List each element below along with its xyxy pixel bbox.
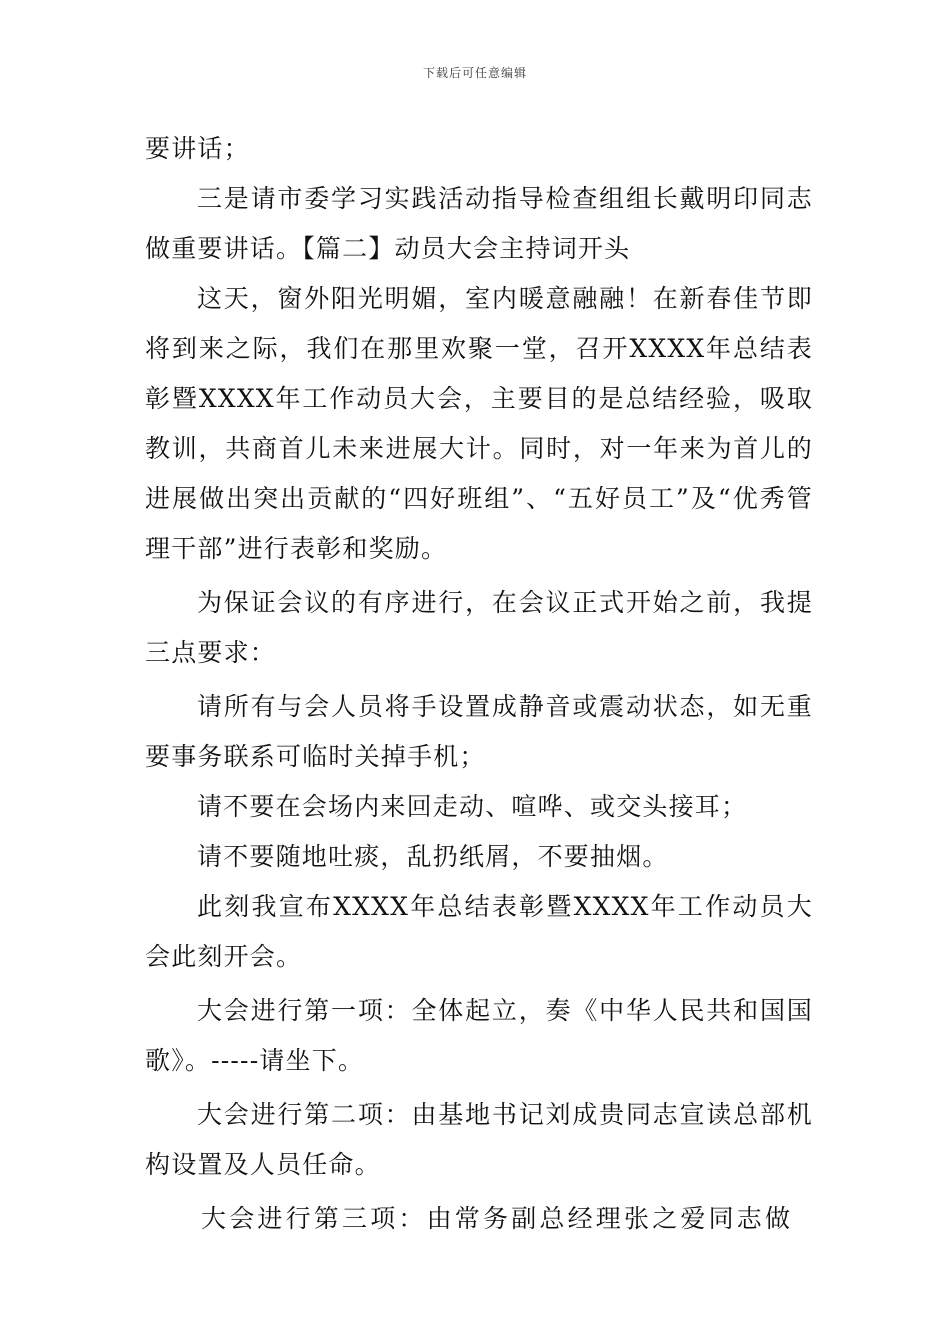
paragraph-1: 要讲话； [145, 134, 250, 163]
paragraph-6: 请不要在会场内来回走动、喧哗、或交头接耳； [197, 792, 748, 821]
paragraph-8: 此刻我宣布XXXX年总结表彰暨XXXX年工作动员大会此刻开会。 [145, 892, 813, 971]
paragraph-3: 这天，窗外阳光明媚，室内暖意融融！在新春佳节即将到来之际，我们在那里欢聚一堂，召开XXXX年总结表彰暨XXXX年工作动员大会，主要目的是总结经验，吸取教训，共商首儿未来进展大计。同时，对一年来为首儿的进展做出突出贡献的“四好班组”、“五好员工”及“优秀管理干部”进行表彰和奖励。 [145, 284, 813, 563]
paragraph-5: 请所有与会人员将手设置成静音或震动状态，如无重要事务联系可临时关掉手机； [145, 692, 813, 771]
paragraph-11: 大会进行第三项：由常务副总经理张之爱同志做 [201, 1204, 794, 1233]
paragraph-7: 请不要随地吐痰，乱扔纸屑，不要抽烟。 [197, 842, 669, 871]
paragraph-10: 大会进行第二项：由基地书记刘成贵同志宣读总部机构设置及人员任命。 [145, 1100, 813, 1179]
page-header: 下载后可任意编辑 [422, 66, 527, 80]
paragraph-9: 大会进行第一项：全体起立，奏《中华人民共和国国歌》。-----请坐下。 [145, 996, 813, 1075]
document-body [145, 124, 813, 1244]
paragraph-2: 三是请市委学习实践活动指导检查组组长戴明印同志做重要讲话。【篇二】动员大会主持词开头 [145, 184, 813, 263]
paragraph-4: 为保证会议的有序进行，在会议正式开始之前，我提三点要求： [145, 588, 813, 667]
